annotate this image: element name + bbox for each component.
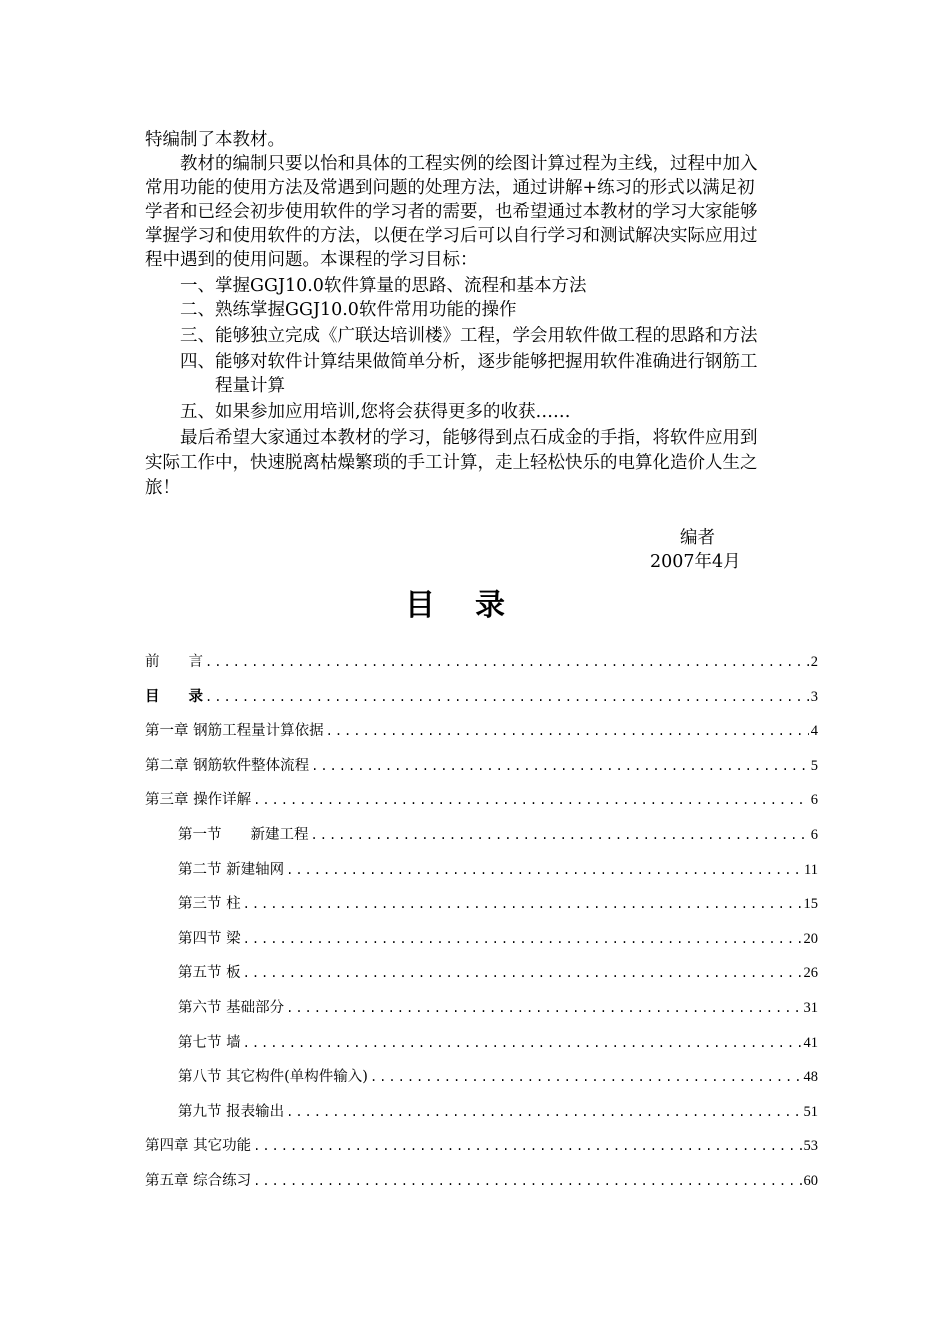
toc-entry[interactable] — [178, 859, 818, 881]
toc-entry-label — [145, 1135, 251, 1157]
toc-entry[interactable] — [145, 1170, 818, 1192]
toc-leader-dots — [286, 859, 802, 881]
toc-entry-page: 2 — [810, 654, 818, 670]
toc-entry-label — [178, 893, 241, 915]
toc-entry[interactable] — [145, 755, 818, 777]
toc-entry-label-text: 第一节 新建工程 — [178, 827, 309, 843]
goal-line: 程量计算 — [145, 376, 285, 396]
toc-entry-label-text: 第五章 综合练习 — [145, 1173, 252, 1189]
signature-author: 编者 — [680, 528, 715, 548]
closing-para-line: 实际工作中，快速脱离枯燥繁琐的手工计算，走上轻松快乐的电算化造价人生之 — [145, 453, 758, 473]
toc-entry-label — [178, 962, 241, 984]
toc-entry-label-text: 第八节 其它构件(单构件输入) — [178, 1069, 368, 1085]
toc-entry-label — [145, 686, 203, 708]
toc-leader-dots — [326, 720, 809, 742]
intro-first-line: 特编制了本教材。 — [145, 130, 285, 150]
toc-entry-page: 20 — [803, 931, 818, 947]
toc-entry-page: 51 — [803, 1104, 818, 1120]
toc-entry-label-text: 第三章 操作详解 — [145, 792, 252, 808]
toc-entry[interactable] — [145, 1135, 818, 1157]
toc-entry-label — [145, 789, 251, 811]
toc-leader-dots — [205, 686, 809, 708]
toc-entry-label — [145, 1170, 251, 1192]
toc-leader-dots — [243, 962, 802, 984]
goal-line: 四、能够对软件计算结果做简单分析，逐步能够把握用软件准确进行钢筋工 — [145, 352, 758, 372]
toc-entry-page: 6 — [810, 792, 818, 808]
toc-entry-page: 15 — [803, 896, 818, 912]
toc-entry-label-text: 第四章 其它功能 — [145, 1138, 252, 1154]
toc-entry-page: 41 — [803, 1035, 818, 1051]
toc-entry-page: 11 — [804, 862, 818, 878]
toc-entry-page: 4 — [810, 723, 818, 739]
toc-entry[interactable] — [145, 789, 818, 811]
goal-line: 三、能够独立完成《广联达培训楼》工程，学会用软件做工程的思路和方法 — [145, 326, 758, 346]
toc-entry-label-text: 目 录 — [145, 689, 203, 705]
toc-title: 目录 — [405, 588, 545, 623]
closing-para-line: 旅！ — [145, 478, 180, 498]
toc-entry-label — [145, 651, 203, 673]
toc-entry[interactable] — [178, 997, 818, 1019]
toc-entry-label-text: 第五节 板 — [178, 965, 241, 981]
toc-entry[interactable] — [178, 1066, 818, 1088]
toc-entry-page: 31 — [803, 1000, 818, 1016]
toc-leader-dots — [311, 824, 809, 846]
toc-entry-label — [178, 1101, 284, 1123]
toc-entry[interactable] — [178, 1032, 818, 1054]
toc-entry-label — [145, 720, 324, 742]
toc-entry-label — [178, 928, 241, 950]
intro-para-line: 教材的编制只要以怡和具体的工程实例的绘图计算过程为主线，过程中加入 — [145, 154, 758, 174]
intro-para-line: 学者和已经会初步使用软件的学习者的需要，也希望通过本教材的学习大家能够 — [145, 202, 758, 222]
intro-para-line: 掌握学习和使用软件的方法，以便在学习后可以自行学习和测试解决实际应用过 — [145, 226, 758, 246]
toc-entry-page: 3 — [810, 689, 818, 705]
toc-leader-dots — [205, 651, 809, 673]
toc-entry-label — [178, 859, 284, 881]
toc-entry-label — [178, 1032, 241, 1054]
toc-entry-label — [145, 755, 309, 777]
toc-entry-label-text: 第二章 钢筋软件整体流程 — [145, 758, 310, 774]
toc-leader-dots — [253, 1135, 801, 1157]
toc-entry[interactable] — [145, 651, 818, 673]
goal-line: 五、如果参加应用培训,您将会获得更多的收获…… — [145, 402, 571, 422]
toc-entry[interactable] — [145, 720, 818, 742]
closing-para-line: 最后希望大家通过本教材的学习，能够得到点石成金的手指，将软件应用到 — [145, 428, 758, 448]
toc-entry-label-text: 第九节 报表输出 — [178, 1104, 285, 1120]
toc-leader-dots — [311, 755, 809, 777]
toc-leader-dots — [286, 997, 801, 1019]
toc-entry-page: 5 — [810, 758, 818, 774]
toc-leader-dots — [253, 789, 809, 811]
toc-entry-label — [178, 997, 284, 1019]
intro-para-line: 常用功能的使用方法及常遇到问题的处理方法，通过讲解+练习的形式以满足初 — [145, 178, 755, 198]
signature-date: 2007年4月 — [650, 552, 741, 572]
toc-entry-page: 53 — [803, 1138, 818, 1154]
toc-entry[interactable] — [178, 893, 818, 915]
toc-entry-page: 26 — [803, 965, 818, 981]
toc-entry-label — [178, 824, 309, 846]
goal-line: 一、掌握GGJ10.0软件算量的思路、流程和基本方法 — [145, 276, 587, 296]
toc-leader-dots — [243, 893, 802, 915]
toc-leader-dots — [243, 928, 802, 950]
toc-entry-label — [178, 1066, 368, 1088]
toc-entry-page: 48 — [803, 1069, 818, 1085]
toc-entry-label-text: 第三节 柱 — [178, 896, 241, 912]
toc-entry-label-text: 第七节 墙 — [178, 1035, 241, 1051]
toc-entry[interactable] — [178, 824, 818, 846]
toc-leader-dots — [243, 1032, 802, 1054]
toc-entry[interactable] — [178, 1101, 818, 1123]
toc-leader-dots — [286, 1101, 801, 1123]
toc-leader-dots — [370, 1066, 802, 1088]
toc-entry-label-text: 第四节 梁 — [178, 931, 241, 947]
toc-entry[interactable] — [178, 962, 818, 984]
toc-entry-label-text: 第六节 基础部分 — [178, 1000, 285, 1016]
toc-entry[interactable] — [145, 686, 818, 708]
toc-entry-page: 6 — [810, 827, 818, 843]
toc-entry-label-text: 第一章 钢筋工程量计算依据 — [145, 723, 324, 739]
toc-entry-label-text: 第二节 新建轴网 — [178, 862, 285, 878]
toc-entry[interactable] — [178, 928, 818, 950]
toc-leader-dots — [253, 1170, 801, 1192]
toc-entry-page: 60 — [803, 1173, 818, 1189]
toc-entry-label-text: 前 言 — [145, 654, 203, 670]
intro-para-line: 程中遇到的使用问题。本课程的学习目标： — [145, 250, 478, 270]
goal-line: 二、熟练掌握GGJ10.0软件常用功能的操作 — [145, 300, 517, 320]
